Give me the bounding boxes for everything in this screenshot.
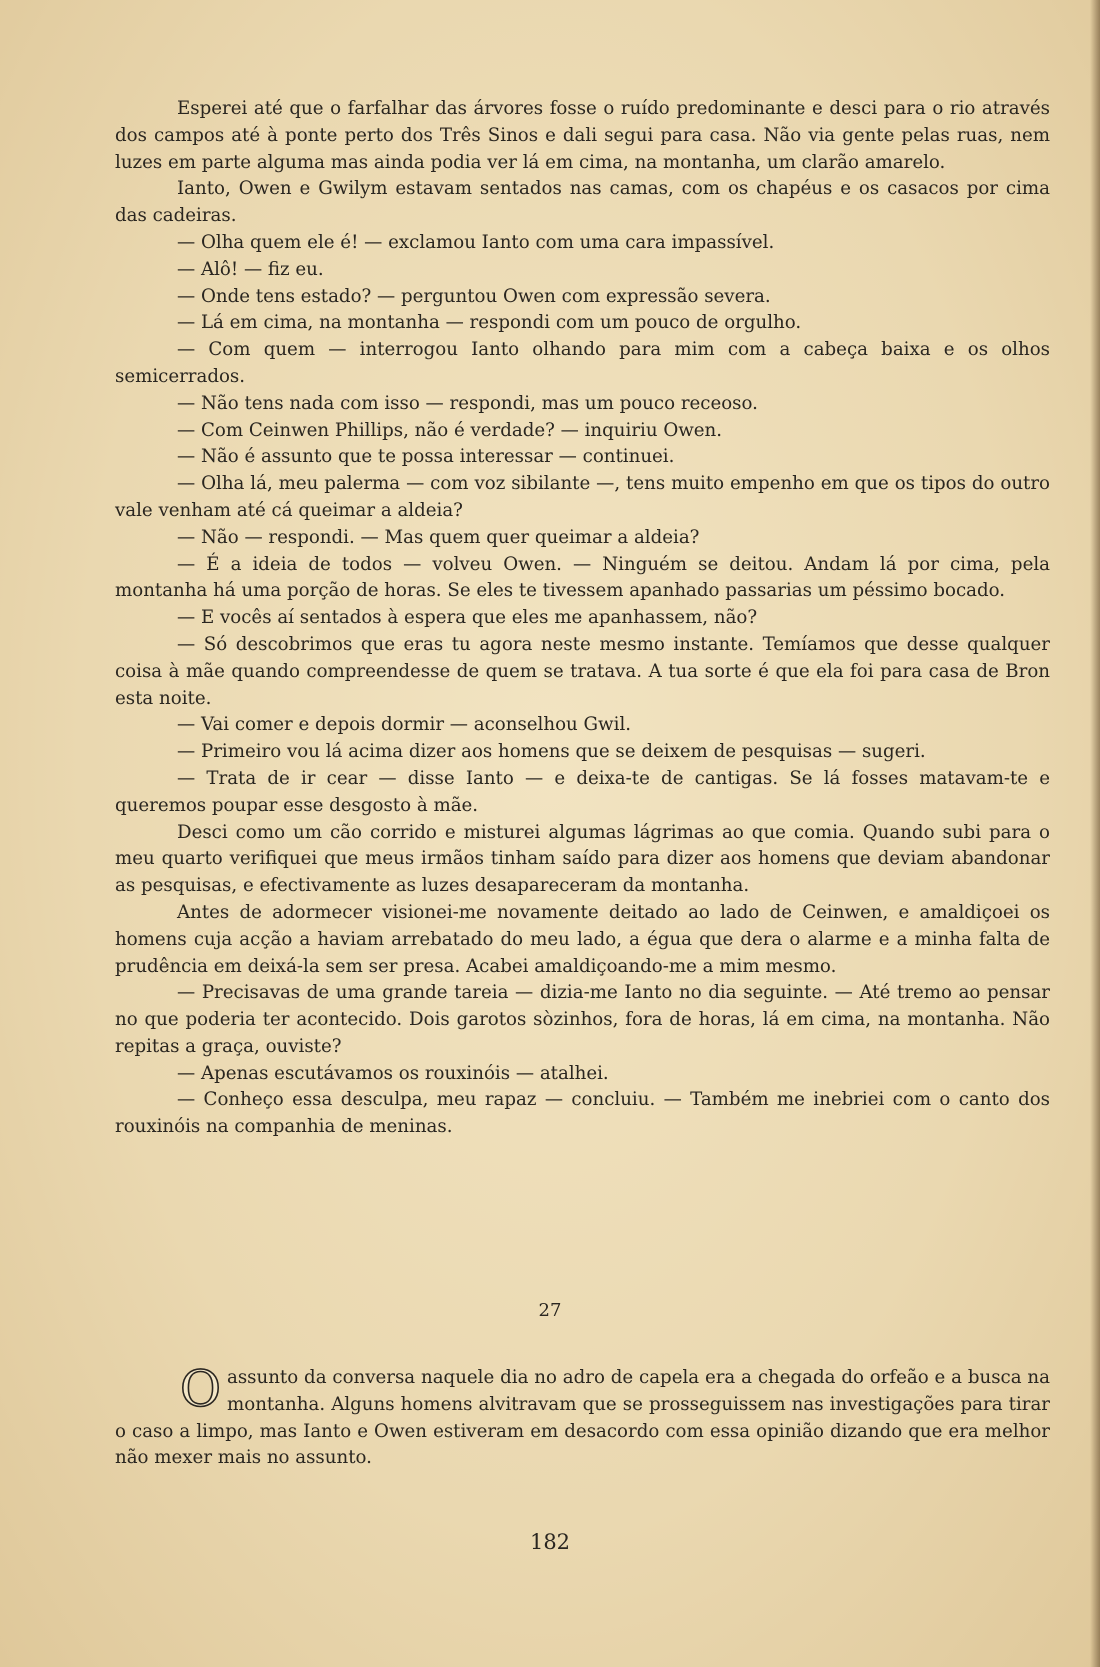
- dialogue-line: — É a ideia de todos — volveu Owen. — Ninguém se deitou. Andam lá por cima, pela montanha há uma porção de horas. Se eles te tivessem apanhado passarias um péssimo bocado.: [115, 553, 1050, 602]
- dialogue-line: — Alô! — fiz eu.: [177, 258, 324, 280]
- chapter-opening: [115, 1360, 1050, 1472]
- body-text: [115, 96, 1050, 1141]
- dialogue-line: — Olha lá, meu palerma — com voz sibilante —, tens muito empenho em que os tipos do outro vale venham até cá queimar a aldeia?: [115, 473, 1050, 521]
- paragraph: Desci como um cão corrido e misturei algumas lágrimas ao que comia. Quando subi para o meu quarto verifiquei que meus irmãos tinham saído para dizer aos homens que deviam abandonar as pesquisas, e efectivamente as luzes desapareceram da montanha.: [115, 821, 1050, 897]
- dialogue-line: — Não — respondi. — Mas quem quer queimar a aldeia?: [177, 526, 700, 548]
- dialogue-line: — Primeiro vou lá acima dizer aos homens que se deixem de pesquisas — sugeri.: [177, 741, 926, 763]
- dialogue-line: — E vocês aí sentados à espera que eles me apanhassem, não?: [177, 607, 758, 629]
- dialogue-line: — Não tens nada com isso — respondi, mas um pouco receoso.: [177, 392, 758, 414]
- dialogue-line: — Lá em cima, na montanha — respondi com um pouco de orgulho.: [177, 312, 802, 334]
- drop-cap: O: [180, 1360, 221, 1418]
- dialogue-line: — Apenas escutávamos os rouxinóis — atalhei.: [177, 1062, 609, 1084]
- paragraph: Ianto, Owen e Gwilym estavam sentados nas camas, com os chapéus e os casacos por cima das cadeiras.: [115, 178, 1050, 227]
- paragraph: Antes de adormecer visionei-me novamente deitado ao lado de Ceinwen, e amaldiçoei os homens cuja acção a haviam arrebatado do meu lado, a égua que dera o alarme e a minha falta de prudência em deixá-la sem ser presa. Acabei amaldiçoando-me a mim mesmo.: [115, 901, 1050, 977]
- dialogue-line: — Conheço essa desculpa, meu rapaz — concluiu. — Também me inebriei com o canto dos rouxinóis na companhia de meninas.: [115, 1089, 1050, 1138]
- dialogue-line: — Não é assunto que te possa interessar — continuei.: [177, 446, 675, 468]
- dialogue-line: — Onde tens estado? — perguntou Owen com expressão severa.: [177, 285, 771, 307]
- dialogue-line: — Precisavas de uma grande tareia — dizia-me Ianto no dia seguinte. — Até tremo ao pensar no que poderia ter acontecido. Dois garotos sòzinhos, fora de horas, lá em cima, na montanha. Não repitas a graça, ouviste?: [115, 982, 1050, 1057]
- chapter-number: 27: [538, 1300, 562, 1321]
- paragraph: Esperei até que o farfalhar das árvores fosse o ruído predominante e desci para o rio através dos campos até à ponte perto dos Três Sinos e dali segui para casa. Não via gente pelas ruas, nem luzes em parte alguma mas ainda podia ver lá em cima, na montanha, um clarão amarelo.: [115, 98, 1050, 173]
- dialogue-line: — Vai comer e depois dormir — aconselhou Gwil.: [177, 714, 632, 736]
- dialogue-line: — Olha quem ele é! — exclamou Ianto com uma cara impassível.: [177, 231, 775, 253]
- dialogue-line: — Com Ceinwen Phillips, não é verdade? — inquiriu Owen.: [177, 419, 723, 441]
- book-spine-shadow: [1090, 0, 1100, 1667]
- chapter-first-paragraph: [115, 1360, 1050, 1472]
- chapter-text: assunto da conversa naquele dia no adro de capela era a chegada do orfeão e a busca na montanha. Alguns homens alvitravam que se prosseguissem nas investigações para tirar o caso a limpo, mas Ianto e Owen estiveram em desacordo com essa opinião dizando que era melhor não mexer mais no assunto.: [115, 1367, 1050, 1469]
- dialogue-line: — Com quem — interrogou Ianto olhando para mim com a cabeça baixa e os olhos semicerrados.: [115, 339, 1050, 387]
- dialogue-line: — Trata de ir cear — disse Ianto — e deixa-te de cantigas. Se lá fosses matavam-te e queremos poupar esse desgosto à mãe.: [115, 767, 1050, 816]
- page-number: 182: [529, 1530, 571, 1554]
- dialogue-line: — Só descobrimos que eras tu agora neste mesmo instante. Temíamos que desse qualquer coisa à mãe quando compreendesse de quem se tratava. A tua sorte é que ela foi para casa de Bron esta noite.: [115, 633, 1050, 709]
